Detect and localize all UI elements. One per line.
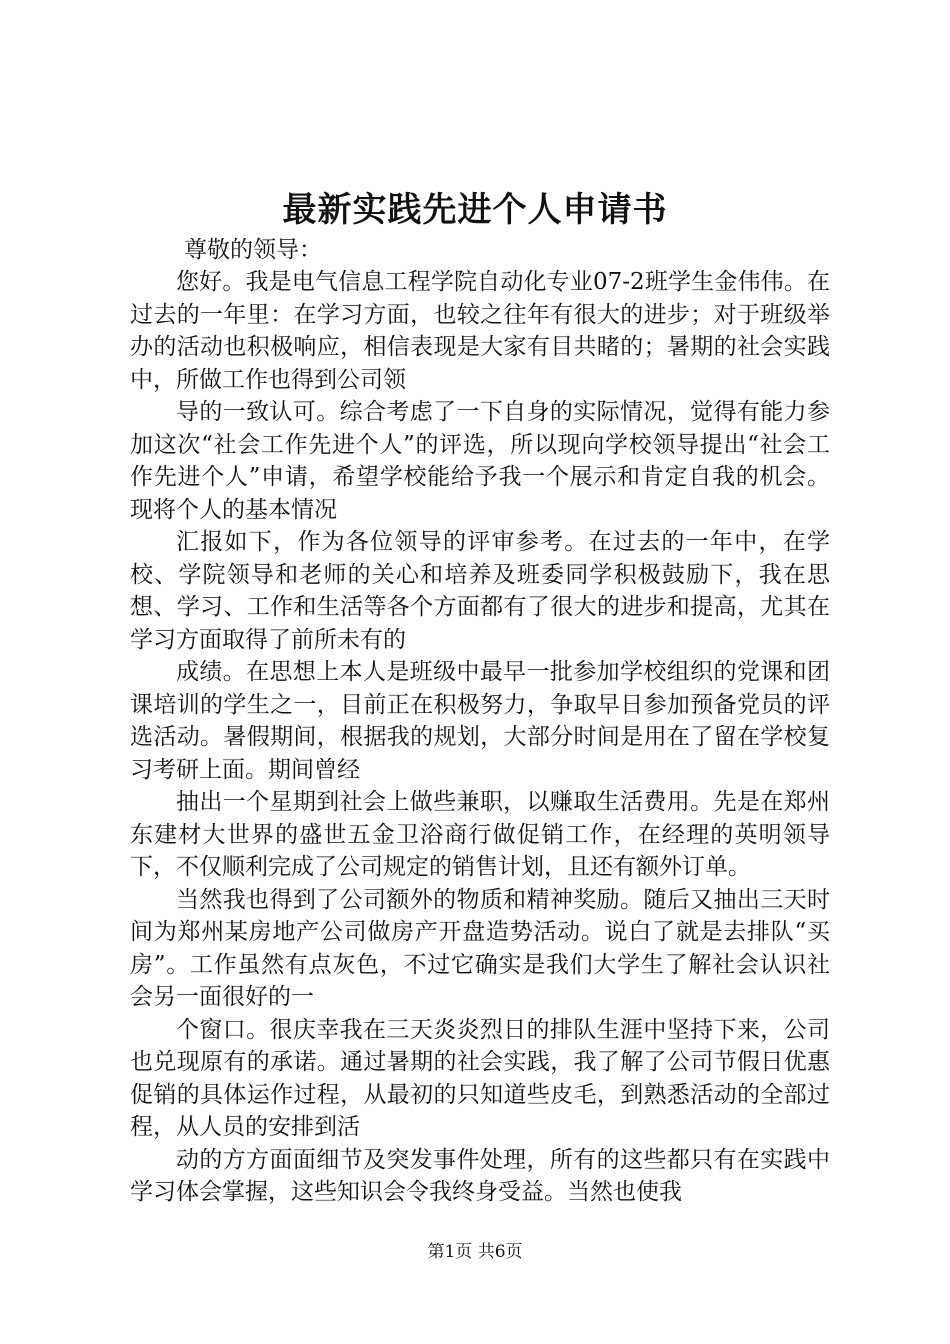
body-text: [130, 266, 830, 1209]
paragraph: 导的一致认可。综合考虑了一下自身的实际情况，觉得有能力参加这次“社会工作先进个人”的评选，所以现向学校领导提出“社会工作先进个人”申请，希望学校能给予我一个展示和肯定自我的机会。现将个人的基本情况: [130, 399, 830, 523]
page-footer: 第1页 共6页: [427, 1242, 523, 1262]
paragraph: 抽出一个星期到社会上做些兼职，以赚取生活费用。先是在郑州东建材大世界的盛世五金卫浴商行做促销工作，在经理的英明领导下，不仅顺利完成了公司规定的销售计划，且还有额外订单。: [130, 789, 830, 880]
paragraph: 您好。我是电气信息工程学院自动化专业07-2班学生金伟伟。在过去的一年里：在学习方面，也较之往年有很大的进步；对于班级举办的活动也积极响应，相信表现是大家有目共睹的；暑期的社会实践中，所做工作也得到公司领: [130, 269, 830, 393]
paragraph: 当然我也得到了公司额外的物质和精神奖励。随后又抽出三天时间为郑州某房地产公司做房产开盘造势活动。说白了就是去排队“买房”。工作虽然有点灰色，不过它确实是我们大学生了解社会认识社会另一面很好的一: [130, 886, 830, 1010]
page-title: 最新实践先进个人申请书: [282, 190, 668, 230]
salutation: 尊敬的领导：: [184, 237, 322, 263]
paragraph: 成绩。在思想上本人是班级中最早一批参加学校组织的党课和团课培训的学生之一，目前正在积极努力，争取早日参加预备党员的评选活动。暑假期间，根据我的规划，大部分时间是用在了留在学校复习考研上面。期间曾经: [130, 659, 830, 783]
paragraph: 汇报如下，作为各位领导的评审参考。在过去的一年中，在学校、学院领导和老师的关心和培养及班委同学积极鼓励下，我在思想、学习、工作和生活等各个方面都有了很大的进步和提高，尤其在学习方面取得了前所未有的: [130, 529, 830, 653]
paragraph: 动的方方面面细节及突发事件处理，所有的这些都只有在实践中学习体会掌握，这些知识会令我终身受益。当然也使我: [130, 1146, 830, 1205]
paragraph: 个窗口。很庆幸我在三天炎炎烈日的排队生涯中坚持下来，公司也兑现原有的承诺。通过暑期的社会实践，我了解了公司节假日优惠促销的具体运作过程，从最初的只知道些皮毛，到熟悉活动的全部过程，从人员的安排到活: [130, 1016, 830, 1140]
